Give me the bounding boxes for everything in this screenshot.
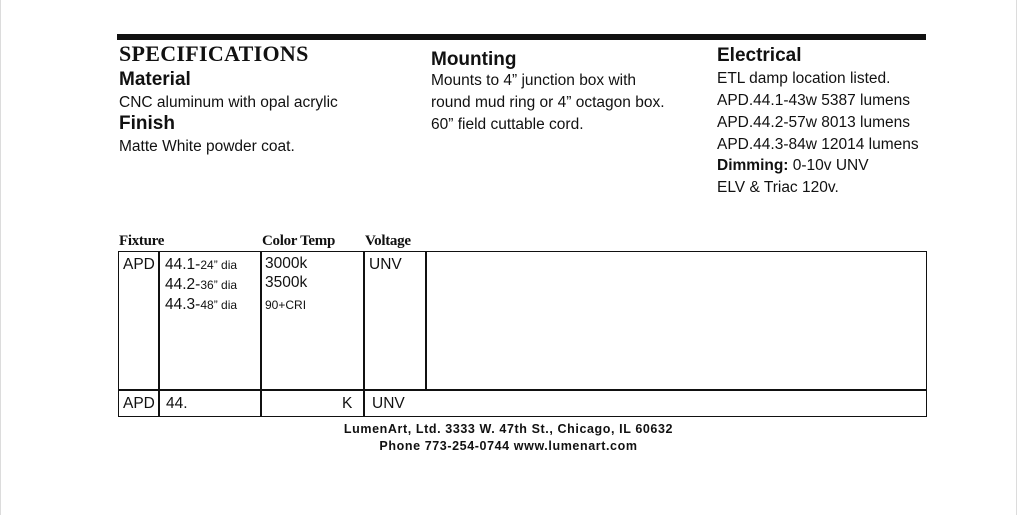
- options-box: [118, 251, 927, 391]
- color-temp-option: 3000k: [265, 255, 308, 272]
- size-option: [165, 255, 237, 275]
- finish-title: Finish: [119, 113, 175, 134]
- dimming-label: Dimming:: [717, 157, 789, 174]
- electrical-line: ETL damp location listed.: [717, 70, 891, 87]
- size-option: [165, 295, 237, 315]
- top-rule: [117, 34, 926, 40]
- material-title: Material: [119, 69, 191, 90]
- size-code: 44.1-: [165, 256, 201, 273]
- column-divider: [158, 251, 160, 417]
- order-model: 44.: [166, 395, 188, 412]
- dimming-line: [717, 155, 869, 177]
- column-divider: [425, 251, 427, 391]
- dimming-value: 0-10v UNV: [788, 157, 869, 174]
- header-voltage: Voltage: [365, 233, 411, 249]
- material-text: CNC aluminum with opal acrylic: [119, 94, 338, 111]
- mounting-title: Mounting: [431, 49, 517, 70]
- mounting-line: Mounts to 4” junction box with: [431, 72, 637, 89]
- electrical-line: APD.44.1-43w 5387 lumens: [717, 92, 911, 109]
- column-divider: [260, 251, 262, 417]
- color-temp-option: 3500k: [265, 274, 308, 291]
- column-divider: [363, 251, 365, 417]
- order-prefix: APD: [123, 395, 155, 412]
- electrical-line: APD.44.2-57w 8013 lumens: [717, 114, 911, 131]
- size-option: [165, 275, 237, 295]
- size-dia: 48” dia: [200, 298, 238, 312]
- mounting-line: round mud ring or 4” octagon box.: [431, 94, 665, 111]
- specifications-heading: SPECIFICATIONS: [119, 41, 309, 66]
- size-code: 44.2-: [165, 276, 201, 293]
- order-voltage: UNV: [372, 395, 405, 412]
- order-k: K: [342, 395, 353, 412]
- footer-address: LumenArt, Ltd. 3333 W. 47th St., Chicago, IL 60632: [343, 422, 674, 436]
- size-code: 44.3-: [165, 296, 201, 313]
- prefix-cell: APD: [123, 256, 155, 273]
- electrical-line: APD.44.3-84w 12014 lumens: [717, 136, 919, 153]
- size-dia: 24” dia: [200, 258, 238, 272]
- size-dia: 36” dia: [200, 278, 238, 292]
- finish-text: Matte White powder coat.: [119, 138, 295, 155]
- footer-contact: Phone 773-254-0744 www.lumenart.com: [379, 439, 638, 453]
- electrical-title: Electrical: [717, 45, 802, 66]
- header-color-temp: Color Temp: [262, 233, 335, 249]
- header-fixture: Fixture: [119, 233, 165, 249]
- voltage-option: UNV: [369, 256, 402, 273]
- electrical-last-line: ELV & Triac 120v.: [717, 179, 839, 196]
- cri-option: 90+CRI: [265, 298, 307, 312]
- mounting-line: 60” field cuttable cord.: [431, 116, 584, 133]
- order-row-box: [118, 389, 927, 417]
